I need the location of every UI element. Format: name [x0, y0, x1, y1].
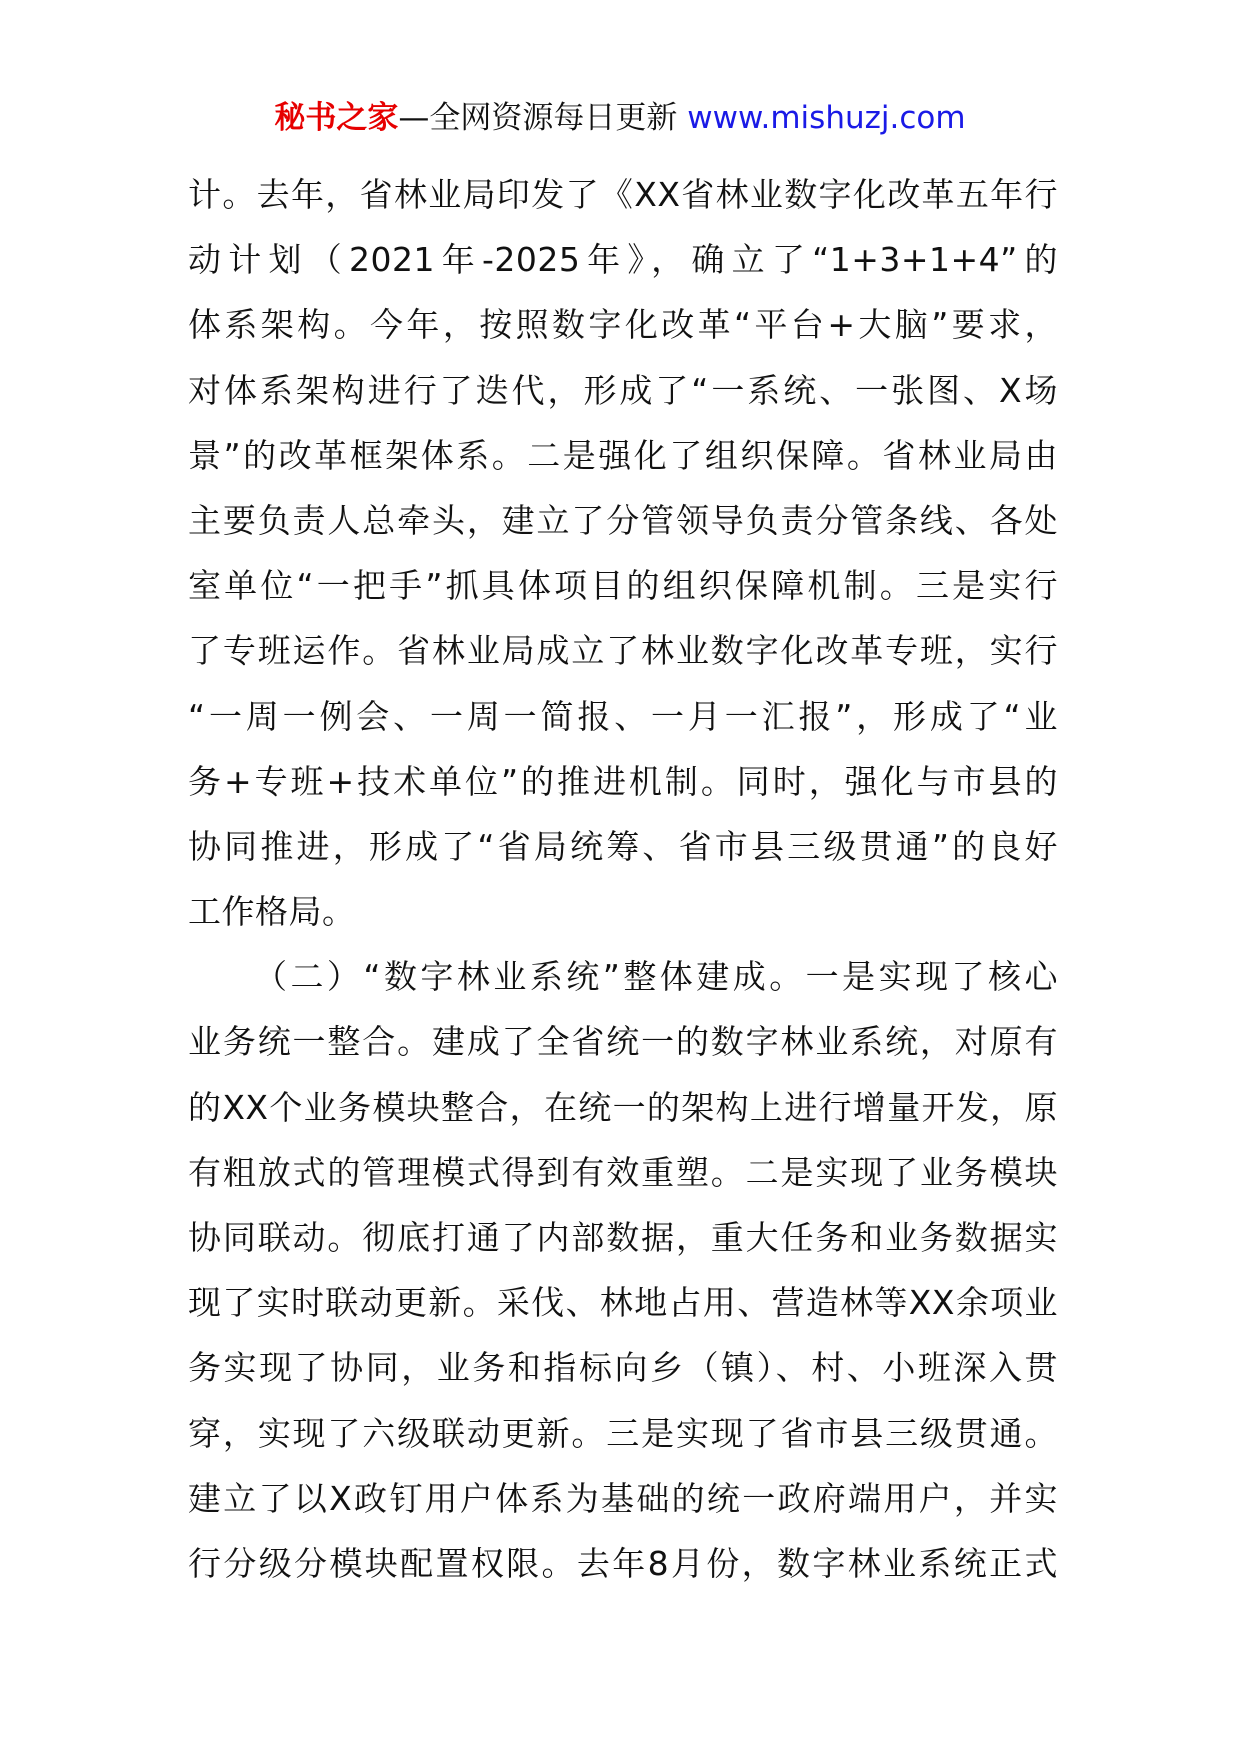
text-line: 对体系架构进行了迭代，形成了“一系统、一张图、X场	[188, 370, 1058, 410]
text-line: 务实现了协同，业务和指标向乡（镇）、村、小班深入贯	[188, 1348, 1058, 1388]
site-tagline: —全网资源每日更新	[398, 100, 678, 136]
document-body	[188, 162, 1058, 1596]
text-line: 景”的改革框架体系。二是强化了组织保障。省林业局由	[188, 435, 1058, 475]
text-line: 了专班运作。省林业局成立了林业数字化改革专班，实行	[188, 631, 1058, 671]
site-header	[0, 96, 1240, 140]
site-brand: 秘书之家	[274, 100, 399, 136]
text-line: 的XX个业务模块整合，在统一的架构上进行增量开发，原	[188, 1087, 1058, 1127]
text-line: 动计划（2021年-2025年》，确立了“1+3+1+4”的	[188, 240, 1058, 280]
text-line: 协同推进，形成了“省局统筹、省市县三级贯通”的良好	[188, 826, 1058, 866]
text-line: 穿，实现了六级联动更新。三是实现了省市县三级贯通。	[188, 1413, 1058, 1453]
text-line: 有粗放式的管理模式得到有效重塑。二是实现了业务模块	[188, 1152, 1058, 1192]
text-line: 协同联动。彻底打通了内部数据，重大任务和业务数据实	[188, 1218, 1058, 1257]
text-line: “一周一例会、一周一简报、一月一汇报”，形成了“业	[188, 696, 1058, 736]
text-line: 室单位“一把手”抓具体项目的组织保障机制。三是实行	[188, 566, 1058, 606]
text-line: 业务统一整合。建成了全省统一的数字林业系统，对原有	[188, 1022, 1058, 1062]
text-line: 行分级分模块配置权限。去年8月份，数字林业系统正式	[188, 1543, 1058, 1583]
text-line: 现了实时联动更新。采伐、林地占用、营造林等XX余项业	[188, 1283, 1058, 1323]
text-line: 主要负责人总牵头，建立了分管领导负责分管条线、各处	[188, 500, 1058, 540]
text-line: 建立了以X政钉用户体系为基础的统一政府端用户，并实	[188, 1478, 1058, 1518]
text-line: 务+专班+技术单位”的推进机制。同时，强化与市县的	[188, 761, 1058, 801]
text-line: 体系架构。今年，按照数字化改革“平台+大脑”要求，	[188, 305, 1058, 345]
section-heading-line: （二）“数字林业系统”整体建成。一是实现了核心	[254, 957, 1058, 997]
site-url-link[interactable]: www.mishuzj.com	[687, 100, 966, 136]
text-line-paragraph-end: 工作格局。	[188, 892, 356, 932]
text-line: 计。去年，省林业局印发了《XX省林业数字化改革五年行	[188, 175, 1058, 214]
